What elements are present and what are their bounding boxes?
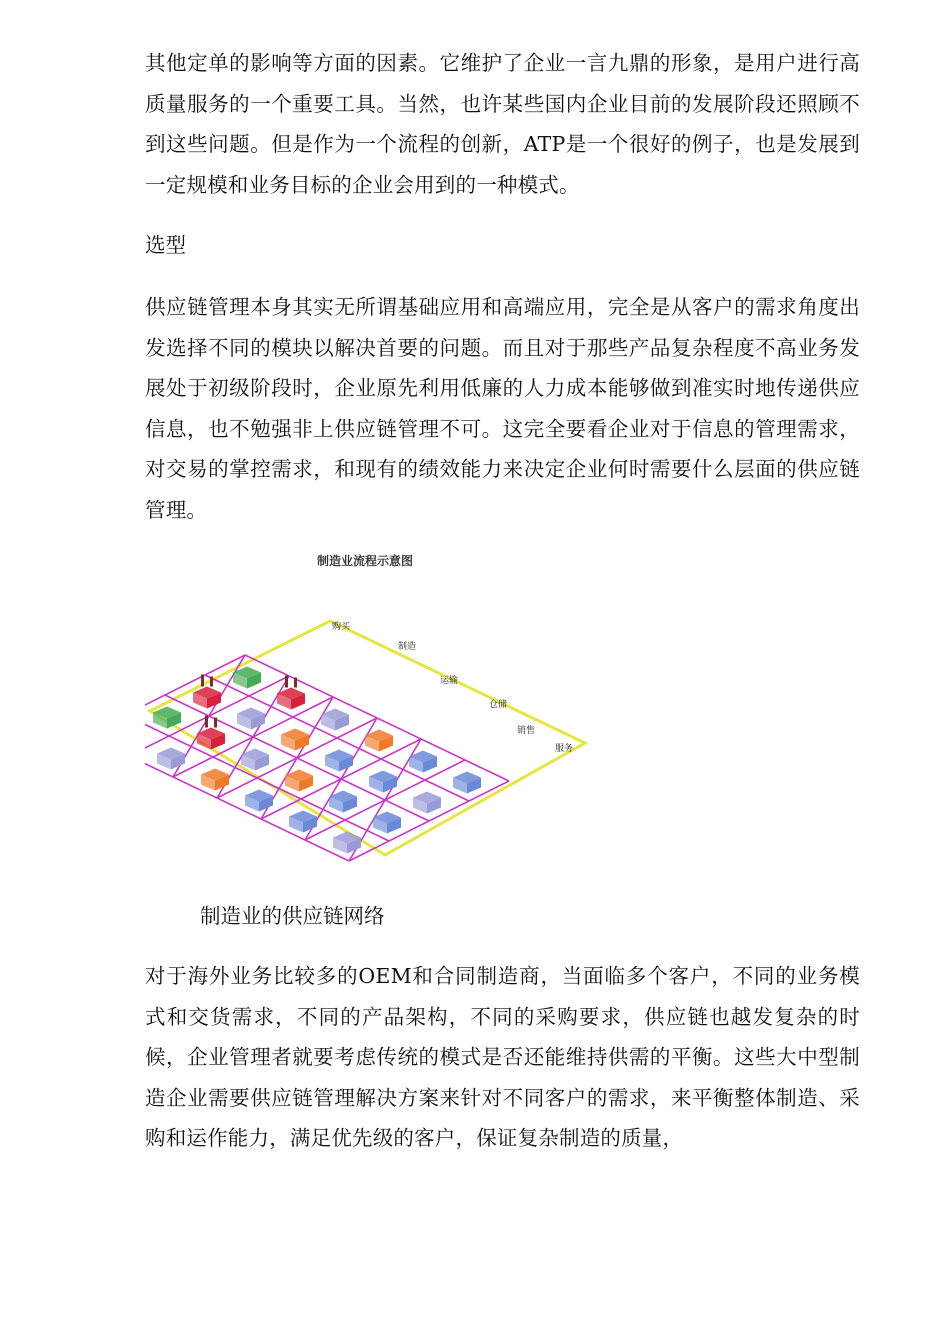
supply-chain-diagram: [145, 543, 595, 865]
store-node: [409, 751, 437, 773]
label-warehouse: 仓储: [489, 700, 508, 710]
warehouse-node: [201, 769, 229, 791]
paragraph-1: 其他定单的影响等方面的因素。它维护了企业一言九鼎的形象，是用户进行高质量服务的一个重要工具。当然，也许某些国内企业目前的发展阶段还照顾不到这些问题。但是作为一个流程的创新，ATP是一个很好的例子，也是发展到一定规模和业务目标的企业会用到的一种模式。: [145, 51, 860, 197]
store-node: [289, 811, 317, 833]
supply-chain-figure: [145, 543, 595, 865]
truck-node: [157, 748, 185, 770]
truck-node: [321, 709, 349, 731]
label-sales: 销售: [517, 726, 536, 736]
store-node: [325, 750, 353, 772]
label-transport: 运输: [440, 676, 459, 686]
section-heading: 选型: [145, 233, 186, 257]
figure-title: 制造业流程示意图: [316, 554, 414, 568]
warehouse-node: [365, 730, 393, 752]
paragraph-2: 供应链管理本身其实无所谓基础应用和高端应用，完全是从客户的需求角度出发选择不同的模块以解决首要的问题。而且对于那些产品复杂程度不高业务发展处于初级阶段时，企业原先利用低廉的人力成本能够做到准实时地传递供应信息，也不勉强非上供应链管理不可。这完全要看企业对于信息的管理需求，对交易的掌控需求，和现有的绩效能力来决定企业何时需要什么层面的供应链管理。: [145, 295, 860, 522]
label-service: 服务: [555, 744, 574, 754]
store-node: [373, 812, 401, 834]
truck-node: [413, 792, 441, 814]
store-node: [453, 772, 481, 794]
truck-node: [237, 708, 265, 730]
store-node: [245, 790, 273, 812]
label-purchase: 购买: [332, 622, 351, 632]
store-node: [329, 791, 357, 813]
truck-node: [241, 749, 269, 771]
paragraph-3: 对于海外业务比较多的OEM和合同制造商，当面临多个客户，不同的业务模式和交货需求，不同的产品架构，不同的采购要求，供应链也越发复杂的时候，企业管理者就要考虑传统的模式是否还能维持供需的平衡。这些大中型制造企业需要供应链管理解决方案来针对不同客户的需求，来平衡整体制造、采购和运作能力，满足优先级的客户，保证复杂制造的质量，: [145, 964, 860, 1150]
truck-node: [333, 832, 361, 854]
figure-caption: 制造业的供应链网络: [200, 904, 385, 928]
supplier-node: [233, 667, 261, 689]
warehouse-node: [285, 770, 313, 792]
warehouse-node: [281, 729, 309, 751]
store-node: [369, 771, 397, 793]
label-manufacture: 制造: [398, 642, 417, 652]
supplier-node: [153, 707, 181, 729]
